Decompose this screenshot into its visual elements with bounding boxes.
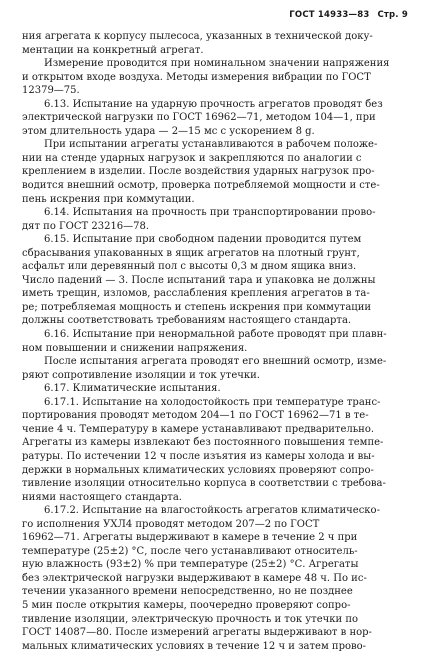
page-number: Стр. 9 bbox=[377, 10, 408, 20]
text-line: ном повышении и снижении напряжения. bbox=[22, 342, 248, 354]
text-line: сбрасывания упакованных в ящик агрегатов на плотный грунт, bbox=[22, 247, 360, 259]
text-line: 12379—75. bbox=[22, 85, 80, 97]
text-line: ную влажность (93±2) % при температуре (25±2) °С. Агрегаты bbox=[22, 559, 359, 571]
text-line: мальных климатических условиях в течение 12 ч и затем прово- bbox=[22, 640, 367, 652]
text-line: При испытании агрегаты устанавливаются в рабочем положе- bbox=[44, 139, 378, 151]
text-line: ре; потребляемая мощность и степень искрения при коммутации bbox=[22, 301, 372, 313]
text-line: ГОСТ 14087—80. После измерений агрегаты выдерживают в нор- bbox=[22, 627, 372, 639]
text-line: водится внешний осмотр, проверка потребляемой мощности и сте- bbox=[22, 180, 380, 192]
text-line: этом длительность удара — 2—15 мс с ускорением 8 g. bbox=[22, 125, 315, 137]
text-line: 6.17.1. Испытание на холодостойкость при температуре транс- bbox=[44, 396, 381, 408]
text-line: 6.15. Испытание при свободном падении проводится путем bbox=[44, 234, 362, 246]
text-line: ряют сопротивление изоляции и ток утечки. bbox=[22, 369, 260, 381]
text-line: 16962—71. Агрегаты выдерживают в камере в течение 2 ч при bbox=[22, 532, 358, 544]
text-line: иметь трещин, изломов, расслабления крепления агрегатов в та- bbox=[22, 288, 370, 300]
text-line: 6.17. Климатические испытания. bbox=[44, 383, 221, 395]
text-line: Число падений — 3. После испытаний тара и упаковка не должны bbox=[22, 274, 376, 286]
text-line: Измерение проводится при номинальном значении напряжения bbox=[44, 58, 390, 70]
text-line: 6.16. Испытание при ненормальной работе проводят при плавн- bbox=[44, 329, 387, 341]
text-line: 6.13. Испытание на ударную прочность агрегатов проводят без bbox=[44, 98, 383, 110]
text-line: портирования проводят методом 204—1 по ГОСТ 16962—71 в те- bbox=[22, 410, 369, 422]
body-text bbox=[22, 30, 408, 653]
text-line: ния агрегата к корпусу пылесоса, указанных в технической доку- bbox=[22, 31, 373, 42]
text-line: 6.14. Испытания на прочность при транспортировании прово- bbox=[44, 207, 376, 219]
text-line: и открытом входе воздуха. Методы измерения вибрации по ГОСТ bbox=[22, 71, 371, 83]
text-line: электрической нагрузки по ГОСТ 16962—71, методом 104—1, при bbox=[22, 112, 376, 124]
text-line: го исполнения УХЛ4 проводят методом 207—2 по ГОСТ bbox=[22, 518, 320, 530]
text-line: После испытания агрегата проводят его внешний осмотр, изме- bbox=[44, 356, 387, 368]
text-line: пень искрения при коммутации. bbox=[22, 193, 195, 205]
text-line: течении указанного времени непосредственно, но не позднее bbox=[22, 586, 353, 598]
text-line: ратуры. По истечении 12 ч после изъятия из камеры холода и вы- bbox=[22, 450, 375, 462]
page-header bbox=[22, 10, 408, 26]
text-line: температуре (25±2) °С, после чего устанавливают относитель- bbox=[22, 545, 358, 557]
text-line: креплением в изделии. После воздействия ударных нагрузок про- bbox=[22, 166, 375, 178]
text-line: ниями настоящего стандарта. bbox=[22, 491, 182, 503]
text-line: тивление изоляции относительно корпуса в соответствии с требова- bbox=[22, 478, 386, 490]
text-line: держки в нормальных климатических условиях проверяют сопро- bbox=[22, 464, 374, 476]
text-line: ментации на конкретный агрегат. bbox=[22, 44, 204, 56]
text-line: должны соответствовать требованиям настоящего стандарта. bbox=[22, 315, 352, 327]
text-line: дят по ГОСТ 23216—78. bbox=[22, 220, 150, 232]
text-line: 5 мин после открытия камеры, поочередно проверяют сопро- bbox=[22, 599, 351, 611]
text-line: чение 4 ч. Температуру в камере устанавливают предварительно. bbox=[22, 423, 375, 435]
text-line: асфальт или деревянный пол с высоты 0,3 м дном ящика вниз. bbox=[22, 261, 357, 273]
text-line: 6.17.2. Испытание на влагостойкость агрегатов климатическо- bbox=[44, 505, 380, 517]
text-line: нии на стенде ударных нагрузок и закрепляются по аналогии с bbox=[22, 152, 362, 164]
standard-code: ГОСТ 14933—83 bbox=[289, 10, 370, 20]
text-line: Агрегаты из камеры извлекают без постоянного повышения темпе- bbox=[22, 437, 384, 449]
text-line: без электрической нагрузки выдерживают в камере 48 ч. По ис- bbox=[22, 572, 367, 584]
text-line: тивление изоляции, электрическую прочность и ток утечки по bbox=[22, 613, 359, 625]
